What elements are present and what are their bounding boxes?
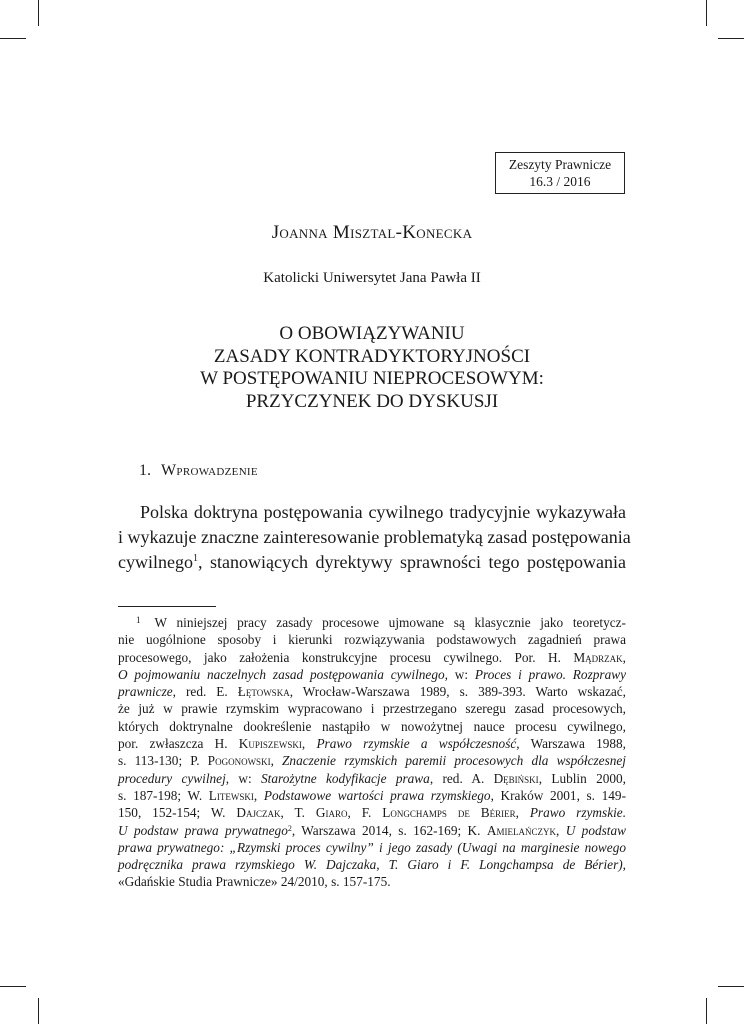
cited-title: Znaczenie rzymskich paremii procesowych dla współczesnej (282, 753, 626, 769)
footnote-text: , Lublin 2000, (538, 770, 627, 786)
cited-author: Dajczak (236, 805, 281, 821)
title-line: O OBOWIĄZYWANIU (279, 323, 465, 344)
crop-mark-top-right (706, 0, 707, 26)
body-text: cywilnego (118, 552, 193, 572)
crop-mark-bottom-right (706, 998, 707, 1024)
footnote-text: W niniejszej pracy zasady procesowe ujmowane są klasycznie jako teoretycz- (154, 615, 626, 630)
cited-title: prawnicze (118, 684, 173, 700)
title-line: PRZYCZYNEK DO DYSKUSJI (245, 390, 499, 412)
footnote-line: że już w prawie rzymskim wypracowano i przestrzegano szeregu zasad procesowych, (118, 701, 626, 717)
crop-mark-left-bottom (0, 986, 26, 987)
cited-title: O pojmowaniu naczelnych zasad postępowania cywilnego, (118, 666, 448, 682)
section-heading (139, 462, 258, 480)
footnote-text: , red. A. (429, 770, 485, 786)
footnote-text: , red. E. (172, 684, 228, 700)
footnote-text: , (555, 822, 560, 838)
cited-author: Giaro (315, 805, 348, 821)
footnote-text: , Kraków 2001, s. 149- (490, 787, 626, 803)
cited-author: Dębiński (493, 770, 539, 786)
footnote-line (118, 822, 626, 839)
footnote-line: nie uogólnione sposoby i kierunki rozwiązywania podstawowych zagadnień prawa (118, 632, 626, 648)
cited-title: Proces i prawo. Rozprawy (474, 666, 626, 682)
article-title (0, 323, 744, 413)
footnote-text: , (622, 649, 626, 665)
edition-number: 2 (287, 823, 292, 833)
footnote-text: procesowego, jako założenia konstrukcyjne procesu cywilnego. Por. H. (118, 649, 561, 665)
body-paragraph (118, 500, 631, 575)
footnote-text: , (270, 753, 274, 769)
author-name: Joanna Misztal-Konecka (271, 222, 473, 243)
footnote-text: s. 113-130; P. (118, 753, 200, 769)
footnote-line: «Gdańskie Studia Prawnicze» 24/2010, s. 157-175. (118, 874, 391, 890)
body-line: Polska doktryna postępowania cywilnego tradycyjnie wykazywała (140, 502, 626, 522)
crop-mark-bottom-left (38, 998, 39, 1024)
footnote-line (118, 683, 626, 700)
journal-box (495, 152, 625, 194)
footnote-text: , F. (347, 805, 372, 821)
footnote-line (118, 856, 626, 873)
cited-author: Pogonowski (207, 753, 271, 769)
title-line: ZASADY KONTRADYKTORYJNOŚCI (213, 345, 531, 367)
cited-title: Prawo rzymskie a współczesność (316, 736, 517, 752)
footnote-text: 150, 152-154; W. (118, 805, 226, 821)
footnote-text: , w: (225, 770, 252, 786)
cited-title: Starożytne kodyfikacje prawa (261, 770, 430, 786)
footnote-text: , Warszawa 1988, (516, 736, 627, 752)
footnote-text: , (622, 857, 626, 873)
crop-mark-left-top (0, 38, 26, 39)
cited-title: prawa prywatnego: „Rzymski proces cywilny” i jego zasady (Uwagi na marginesie nowego (118, 839, 626, 855)
footnote-rule (118, 606, 216, 607)
cited-title: procedury cywilnej (118, 770, 226, 786)
cited-author: Amielańczyk (486, 822, 556, 838)
cited-author: Litewski (208, 787, 254, 803)
cited-title: U podstaw (565, 822, 627, 838)
footnote-line (118, 804, 626, 821)
cited-author: Kupiszewski (238, 736, 302, 752)
footnote-line (118, 649, 626, 666)
crop-mark-top-left (38, 0, 39, 26)
section-number: 1. (139, 462, 151, 479)
crop-mark-right-bottom (718, 986, 744, 987)
footnote-line (118, 614, 626, 631)
footnote-text: s. 187-198; W. (118, 787, 203, 803)
footnote-text: , (515, 805, 519, 821)
footnote-line (118, 735, 626, 752)
cited-author: Longchamps de Bérier (382, 805, 516, 821)
cited-title: Prawo rzymskie. (529, 805, 627, 821)
author-affiliation: Katolicki Uniwersytet Jana Pawła II (263, 270, 481, 286)
journal-name: Zeszyty Prawnicze (508, 157, 612, 172)
body-text: , stanowiących dyrektywy sprawności tego postępowania (197, 552, 626, 572)
footnote-text: , Wrocław-Warszawa 1989, s. 389-393. Warto wskazać, (289, 684, 626, 700)
footnote-line: których doktrynalne dookreślenie nastąpiło w nowożytnej nauce procesu cywilnego, (118, 718, 626, 734)
journal-issue: 16.3 / 2016 (529, 174, 591, 189)
footnote-line (118, 787, 626, 804)
cited-title: Podstawowe wartości prawa rzymskiego (263, 787, 491, 803)
footnote (118, 614, 626, 891)
footnote-text: , T. (280, 805, 305, 821)
section-title: Wprowadzenie (161, 462, 258, 479)
cited-title: podręcznika prawa rzymskiego W. Dajczaka, T. Giaro i F. Longchampsa de Bérier) (118, 857, 623, 873)
cited-author: Mądrzak (573, 649, 623, 665)
footnote-text: , (301, 736, 306, 752)
body-line: i wykazuje znaczne zainteresowanie problematyką zasad postępowania (118, 527, 631, 547)
footnote-mark: 1 (136, 615, 141, 625)
footnote-reference: 1 (192, 553, 198, 564)
footnote-text: w: (447, 666, 475, 682)
cited-title: U podstaw prawa prywatnego (118, 822, 288, 838)
body-line (118, 550, 626, 575)
footnote-line (118, 770, 626, 787)
footnote-text: , Warszawa 2014, s. 162-169; K. (291, 822, 481, 838)
crop-mark-right-top (718, 38, 744, 39)
footnote-line (118, 666, 626, 683)
footnote-line (118, 752, 626, 769)
footnote-line (118, 839, 626, 856)
footnote-text: , (253, 787, 258, 803)
title-line: W POSTĘPOWANIU NIEPROCESOWYM: (200, 368, 544, 389)
footnote-text: por. zwłaszcza H. (118, 736, 228, 752)
cited-author: Łętowska (237, 684, 290, 700)
